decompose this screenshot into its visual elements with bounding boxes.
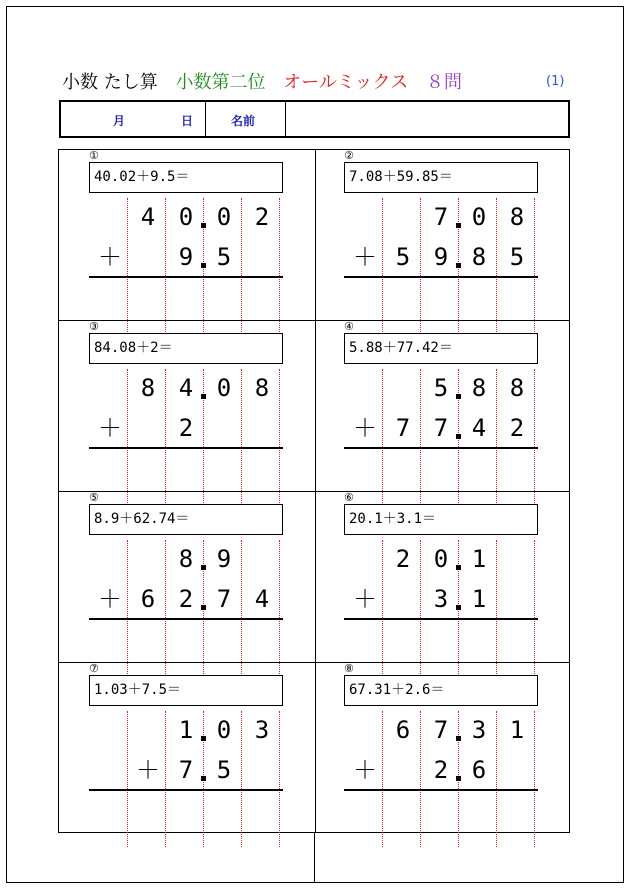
month-label: 月 (113, 114, 126, 128)
top-digit: 0 (178, 203, 194, 231)
bottom-digit: 1 (471, 585, 487, 613)
bottom-digit: 6 (140, 585, 156, 613)
top-digit: 8 (471, 374, 487, 402)
bottom-digit: ＋ (353, 756, 377, 784)
top-digit: 6 (395, 716, 411, 744)
top-digit: 3 (254, 716, 270, 744)
bottom-digit: 4 (254, 585, 270, 613)
top-digit: 4 (140, 203, 156, 231)
bottom-digit: ＋ (353, 243, 377, 271)
decimal-point (456, 434, 461, 439)
bottom-digit: ＋ (98, 585, 122, 613)
bottom-digit: 2 (433, 756, 449, 784)
top-digit: 1 (471, 545, 487, 573)
top-digit: 0 (216, 374, 232, 402)
bottom-digit: 5 (216, 756, 232, 784)
problem-cell (314, 321, 569, 491)
title-topic: 小数 たし算 (62, 72, 158, 93)
bottom-digit: 7 (433, 414, 449, 442)
header-divider (205, 102, 206, 136)
problem-cell (314, 150, 569, 320)
bottom-digit: ＋ (353, 585, 377, 613)
equation-box: 5.88＋77.42＝ (344, 333, 538, 364)
decimal-point (456, 736, 461, 741)
decimal-point (201, 394, 206, 399)
top-digit: 0 (216, 716, 232, 744)
top-digit: 9 (216, 545, 232, 573)
top-digit: 7 (433, 716, 449, 744)
top-digit: 1 (509, 716, 525, 744)
top-digit: 2 (395, 545, 411, 573)
decimal-point (201, 605, 206, 610)
top-digit: 8 (509, 203, 525, 231)
column-guide-line (534, 540, 535, 676)
header-divider (285, 102, 286, 136)
problem-number: ⑦ (89, 662, 99, 675)
sum-line (89, 618, 283, 620)
problem-number: ② (344, 149, 354, 162)
problem-cell (59, 492, 314, 662)
decimal-point (456, 394, 461, 399)
problem-cell (314, 663, 569, 833)
equation-box: 1.03＋7.5＝ (89, 675, 283, 706)
top-digit: 2 (254, 203, 270, 231)
equation-box: 7.08＋59.85＝ (344, 162, 538, 193)
bottom-digit: 9 (433, 243, 449, 271)
problem-number: ⑧ (344, 662, 354, 675)
bottom-digit: ＋ (353, 414, 377, 442)
problem-cell (59, 321, 314, 491)
top-digit: 8 (254, 374, 270, 402)
column-guide-line (127, 711, 128, 847)
top-digit: 8 (178, 545, 194, 573)
problem-number: ① (89, 149, 99, 162)
top-digit: 4 (178, 374, 194, 402)
bottom-digit: 8 (471, 243, 487, 271)
bottom-divider (314, 833, 315, 883)
top-digit: 0 (216, 203, 232, 231)
sum-line (344, 276, 538, 278)
equation-box: 8.9＋62.74＝ (89, 504, 283, 535)
problem-number: ④ (344, 320, 354, 333)
top-digit: 7 (433, 203, 449, 231)
bottom-digit: 5 (509, 243, 525, 271)
equation-box: 20.1＋3.1＝ (344, 504, 538, 535)
bottom-digit: ＋ (98, 243, 122, 271)
sum-line (344, 618, 538, 620)
bottom-digit: 7 (216, 585, 232, 613)
page-number: (1) (546, 74, 565, 89)
top-digit: 0 (433, 545, 449, 573)
top-digit: 1 (178, 716, 194, 744)
bottom-digit: 3 (433, 585, 449, 613)
problem-cell (59, 663, 314, 833)
bottom-digit: 7 (178, 756, 194, 784)
decimal-point (201, 263, 206, 268)
name-label: 名前 (231, 114, 256, 128)
equation-box: 67.31＋2.6＝ (344, 675, 538, 706)
decimal-point (201, 223, 206, 228)
equation-box: 40.02＋9.5＝ (89, 162, 283, 193)
top-digit: 8 (140, 374, 156, 402)
bottom-digit: 2 (178, 585, 194, 613)
bottom-digit: 9 (178, 243, 194, 271)
bottom-digit: 2 (178, 414, 194, 442)
top-digit: 8 (509, 374, 525, 402)
problem-number: ③ (89, 320, 99, 333)
decimal-point (456, 263, 461, 268)
sum-line (89, 447, 283, 449)
bottom-digit: ＋ (136, 756, 160, 784)
bottom-digit: 2 (509, 414, 525, 442)
top-digit: 5 (433, 374, 449, 402)
top-digit: 3 (471, 716, 487, 744)
bottom-digit: 6 (471, 756, 487, 784)
title-count: ８問 (426, 72, 463, 93)
problem-number: ⑥ (344, 491, 354, 504)
sum-line (89, 276, 283, 278)
decimal-point (456, 776, 461, 781)
sum-line (344, 447, 538, 449)
problem-cell (59, 150, 314, 320)
decimal-point (201, 776, 206, 781)
day-label: 日 (181, 114, 194, 128)
bottom-digit: 5 (216, 243, 232, 271)
decimal-point (201, 736, 206, 741)
problem-cell (314, 492, 569, 662)
title-level: 小数第二位 (175, 72, 266, 93)
sum-line (344, 789, 538, 791)
equation-box: 84.08＋2＝ (89, 333, 283, 364)
problem-number: ⑤ (89, 491, 99, 504)
decimal-point (456, 565, 461, 570)
decimal-point (201, 565, 206, 570)
decimal-point (456, 605, 461, 610)
bottom-digit: ＋ (98, 414, 122, 442)
sum-line (89, 789, 283, 791)
bottom-digit: 7 (395, 414, 411, 442)
top-digit: 0 (471, 203, 487, 231)
decimal-point (456, 223, 461, 228)
name-date-header (59, 100, 570, 138)
bottom-digit: 4 (471, 414, 487, 442)
bottom-digit: 5 (395, 243, 411, 271)
title-mode: オールミックス (283, 72, 409, 93)
worksheet-title (62, 68, 474, 94)
